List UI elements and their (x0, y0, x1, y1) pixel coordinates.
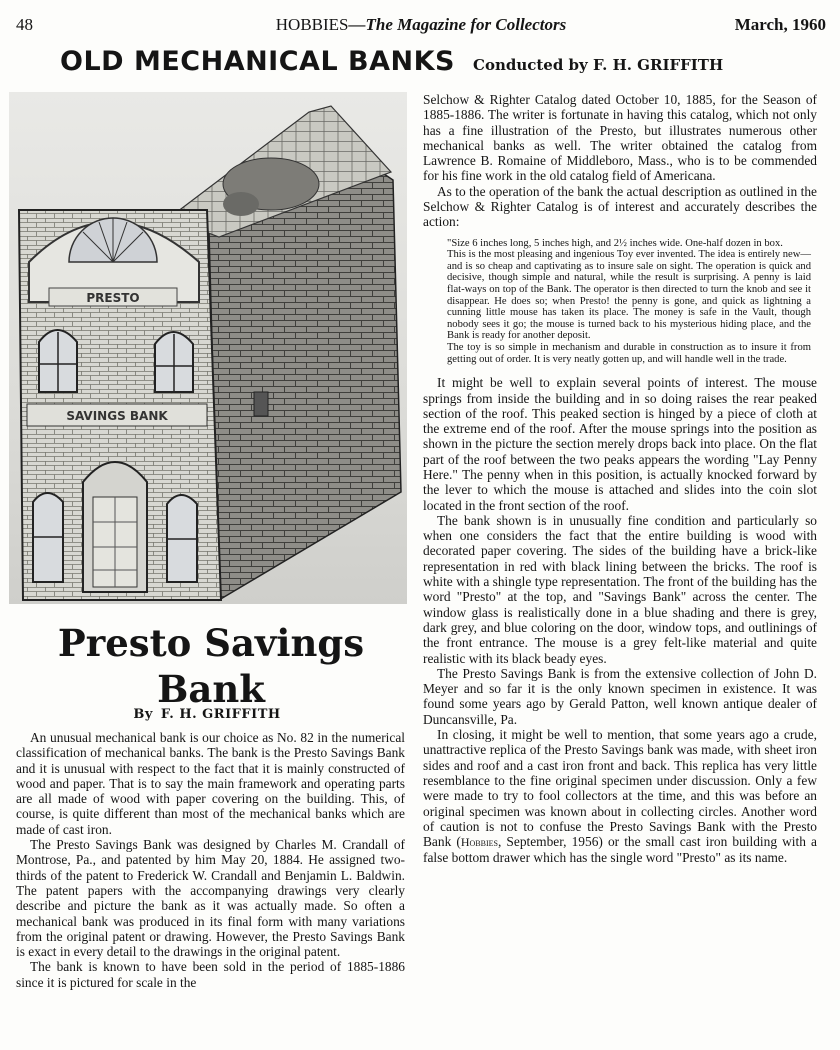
presto-sign: PRESTO (86, 291, 140, 305)
savings-bank-sign: SAVINGS BANK (66, 409, 168, 423)
body-paragraph: As to the operation of the bank the actual description as outlined in the Selchow & Righter Catalog is of interest and accurately describes the action: (423, 183, 817, 230)
magazine-name: HOBBIES (275, 15, 349, 34)
body-paragraph: The Presto Savings Bank was designed by Charles M. Crandall of Montrose, Pa., and patented by him May 20, 1884. He assigned two-thirds of the patent to Frederick W. Crandall and Benjamin L. Baldwin. The patent papers with the accompanying drawings very clearly describe and picture the bank as it was actually made. So often a mechanical bank was produced in its final form with many variations from the original patent or drawing. However, the Presto Savings Bank is exact in every detail to the drawings in the original patent. (16, 837, 405, 960)
quote-line: "Size 6 inches long, 5 inches high, and 2½ inches wide. One-half dozen in box. (447, 237, 783, 249)
presto-bank-illustration (9, 92, 407, 604)
magazine-reference: Hobbies (460, 835, 498, 850)
body-paragraph: An unusual mechanical bank is our choice as No. 82 in the numerical classification of mechanical banks. The bank is the Presto Savings Bank and it is unusual with respect to the fact that it is mainly constructed of wood and paper. That is to say the main framework and operating parts are all made of wood with paper covering on the building. This, of course, is quite different than most of the mechanical banks which are made of cast iron. (16, 730, 405, 837)
magazine-title (16, 14, 826, 36)
body-paragraph: Selchow & Righter Catalog dated October 10, 1885, for the Season of 1885-1886. The writer is fortunate in having this catalog, which not only has a fine illustration of the Presto, but illustrates numerous other mechanical banks as well. The writer obtained the catalog from Lawrence B. Romaine of Middleboro, Mass., who is to be commended for his fine work in the old catalog field of Americana. (423, 92, 817, 184)
closing-paragraph (423, 727, 817, 866)
byline-name: F. H. GRIFFITH (160, 707, 281, 722)
bank-photo (9, 92, 407, 604)
running-header (16, 14, 826, 36)
article-title (16, 620, 406, 712)
catalog-quote (447, 238, 811, 366)
body-paragraph: The bank is known to have been sold in the period of 1885-1886 since it is pictured for scale in the (16, 959, 405, 990)
body-paragraph: The Presto Savings Bank is from the extensive collection of John D. Meyer and so far it is the only known specimen in existence. It was found some years ago by Gerald Patton, well known antique dealer of Duncansville, Pa. (423, 665, 817, 727)
article-byline (16, 707, 406, 722)
body-paragraph: The bank shown is in unusually fine condition and particularly so when one considers the fact that the entire building is wood with decorated paper covering. The sides of the building have a brick-like representation in red with black lining between the bricks. The roof is white with a shingle type representation. The front of the building has the word "Presto" at the top, and "Savings Bank" across the center. The window glass is realistically done in a blue shading and there is grey, dark grey, and blue coloring on the door, window tops, and outlinings of the front entrance. The mouse is a grey felt-like material and quite realistic with its black beady eyes. (423, 512, 817, 666)
closing-text-1: In closing, it might be well to mention, that some years ago a crude, unattractive replica of the Presto Savings bank was made, with sheet iron sides and roof and a cast iron front and back. This replica has very little resemblance to the fine original specimen under discussion. Only a few were made to try to fool collectors at the time, and this was before an original specimen was known about in collecting circles. Another word of caution is not to confuse the Presto Savings Bank with the Presto Bank ( (423, 727, 817, 850)
article-title-line-1: Presto Savings (57, 621, 365, 665)
quote-line: The toy is so simple in mechanism and durable in construction as to insure it from getting out of order. It is very neatly gotten up, and will handle well in the trade. (447, 342, 811, 365)
byline-prefix: By (133, 707, 153, 722)
body-paragraph: It might be well to explain several points of interest. The mouse springs from inside the building and in so doing raises the rear peaked section of the roof. This peaked section is hinged by a piece of cloth at the extreme end of the roof. After the mouse springs into the position as shown in the picture the section merely drops back into place. On the flat part of the roof between the two peaks appears the wording "Lay Penny Here." The penny when in this position, is actually knocked forward by the lever to which the mouse is attached and slides into the coin slot located in the front section of the roof. (423, 375, 817, 513)
quote-line: This is the most pleasing and ingenious Toy ever invented. The idea is entirely new—and is so cheap and captivating as to insure sale on sight. The operation is quick and decisive, though simple and natural, while the result is surprising. A penny is laid flat-ways on top of the Bank. The operator is then directed to turn the knob and see it disappear. He does so; when Presto! the penny is gone, and quick as lightning a cunning little mouse has taken its place. The money is safe in the Vault, though nobody sees it go; the mouse is turned back to his mysterious hiding place, and the Bank is ready for another deposit. (447, 249, 811, 342)
closing-text-2: , September, 1956) or the small cast iron building with a false bottom drawer which has the single word "Presto" as its name. (423, 834, 817, 866)
column-masthead (60, 46, 723, 86)
left-column (16, 730, 405, 990)
page-number: 48 (16, 15, 33, 34)
magazine-tagline: —The Magazine for Collectors (348, 15, 567, 34)
column-editor: Conducted by F. H. GRIFFITH (473, 56, 724, 74)
issue-date: March, 1960 (734, 15, 826, 34)
right-column (423, 92, 817, 866)
article-title-line-2: Bank (157, 667, 265, 711)
column-title: OLD MECHANICAL BANKS (60, 46, 455, 77)
